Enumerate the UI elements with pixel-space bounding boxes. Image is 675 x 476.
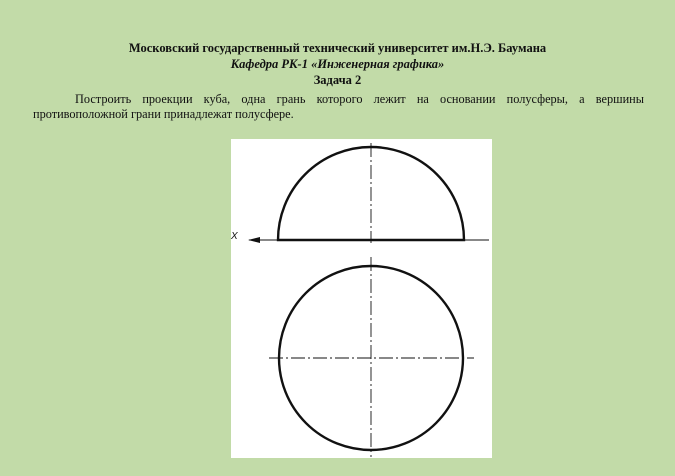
document-header bbox=[0, 40, 675, 88]
task-statement: Построить проекции куба, одна грань которого лежит на основании полусферы, а вершины противоположной грани принадлежат полусфере. bbox=[33, 92, 644, 121]
task-title: Задача 2 bbox=[313, 73, 362, 87]
drawing-canvas bbox=[231, 139, 492, 458]
axis-arrow-icon bbox=[248, 237, 260, 243]
department-name: Кафедра РК-1 «Инженерная графика» bbox=[230, 57, 445, 71]
technical-drawing bbox=[231, 139, 492, 458]
university-name: Московский государственный технический университет им.Н.Э. Баумана bbox=[128, 41, 547, 55]
axis-label-x: X bbox=[231, 231, 238, 242]
